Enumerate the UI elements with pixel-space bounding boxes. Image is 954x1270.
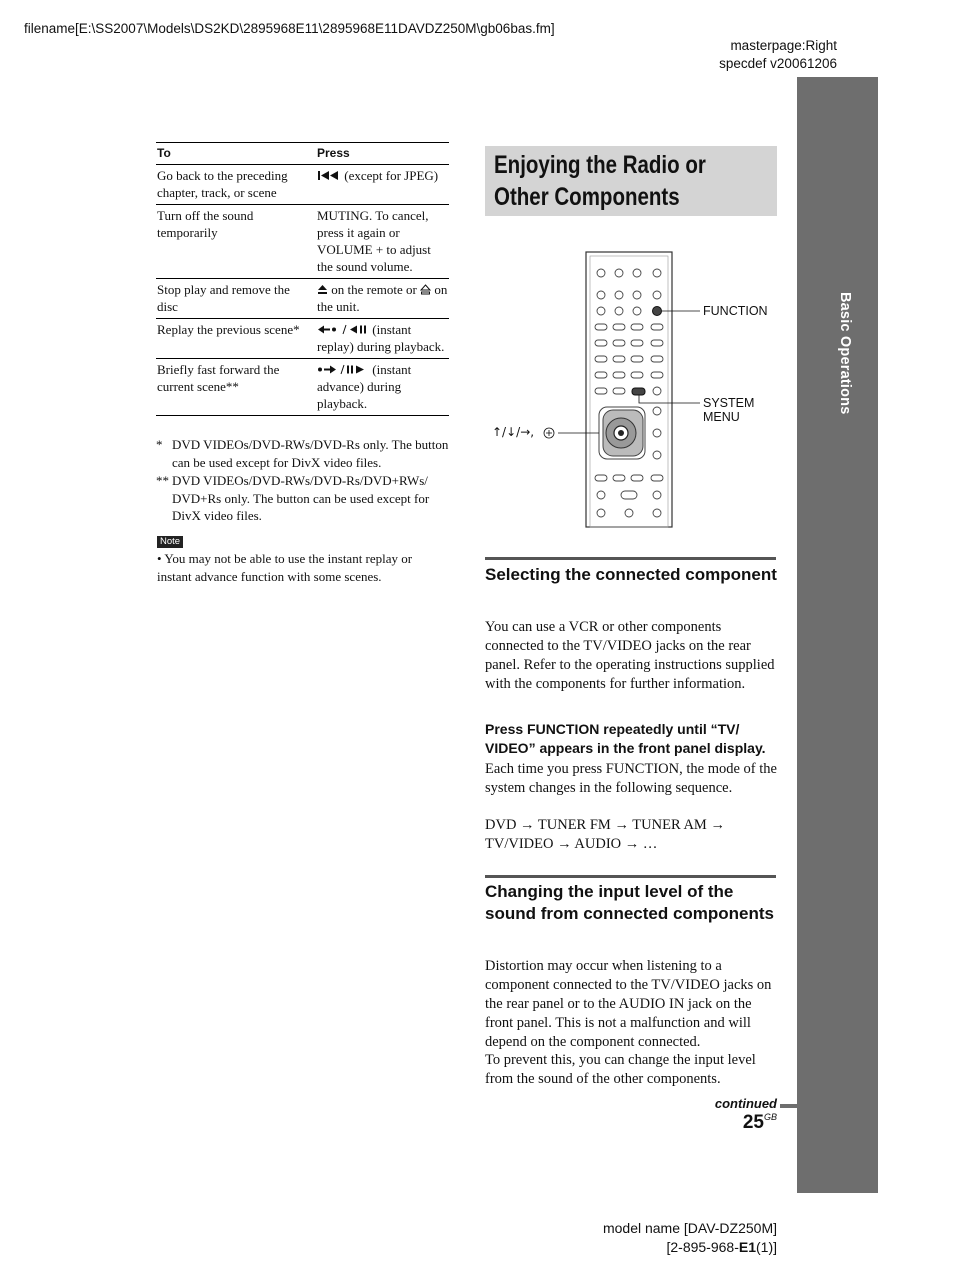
specdef-text: specdef v20061206 [719,56,837,71]
footnote-text: DVD VIDEOs/DVD-RWs/DVD-Rs/DVD+RWs/ DVD+Rs only. The button can be used except for DivX video files. [172,473,430,523]
footer-code-prefix: [2-895-968- [666,1238,739,1255]
instruction-text: Press FUNCTION repeatedly until “TV/ VIDEO” appears in the front panel display. [485,721,766,756]
section-heading: Selecting the connected component [485,565,777,584]
page-number-value: 25 [742,1112,764,1133]
table-header-to: To [156,143,316,165]
footer-code [603,1238,777,1257]
section-heading: Changing the input level of the sound from connected components [485,882,775,923]
system-menu-label [703,396,754,424]
press-text: (instant advance) during playback. [317,362,412,411]
sequence-line-1: DVD → TUNER FM → TUNER AM → [485,817,725,833]
table-cell-to: Briefly fast forward the current scene** [156,359,316,416]
footnote [156,436,450,471]
note-text: • You may not be able to use the instant replay or instant advance function with some scenes. [157,551,413,584]
section-body: To prevent this, you can change the input level from the sound of the other components. [485,1052,756,1087]
footnote-mark: ** [156,473,169,488]
press-suffix: on the unit. [317,282,448,314]
note-badge: Note [157,536,183,548]
section-body: You can use a VCR or other components connected to the TV/VIDEO jacks on the rear panel. Refer to the operating instructions supplied with the components for further information. [485,619,775,692]
remote-control-figure [485,247,777,532]
press-text: (instant replay) during playback. [317,322,445,354]
arrow-keys-label: ↑/↓/→, [492,425,535,439]
previous-track-icon [317,170,341,181]
system-menu-label-line1: SYSTEM [703,396,755,410]
footer-code-bold: E1 [738,1238,756,1255]
table-cell-press [316,279,449,319]
footnote-text: DVD VIDEOs/DVD-RWs/DVD-Rs only. The button can be used except for DivX video files. [172,437,449,470]
masterpage-text: masterpage:Right [730,38,837,53]
table-header-row [156,143,449,165]
section-rule [485,557,776,560]
eject-icon [317,284,328,295]
table-cell-to: Go back to the preceding chapter, track, or scene [156,165,316,205]
table-cell-to: Turn off the sound temporarily [156,205,316,279]
footer [603,1219,777,1256]
table-cell-press [316,165,449,205]
table-row [156,165,449,205]
header-masterpage [719,37,837,73]
function-sequence [485,816,777,854]
table-cell-press: MUTING. To cancel, press it again or VOLUME + to adjust the sound volume. [316,205,449,279]
section-rule [485,875,776,878]
press-text: on the remote or [331,282,417,297]
section-sidebar [797,77,878,1193]
continued-label: continued [714,1096,777,1111]
header-filename: filename[E:\SS2007\Models\DS2KD\2895968E11\2895968E11DAVDZ250M\gb06bas.fm] [24,21,555,36]
remote-control-illustration [485,247,777,532]
instant-replay-icon [317,324,369,335]
operations-table [156,142,449,416]
page-number [700,1112,777,1134]
sidebar-label: Basic Operations [837,292,853,415]
instant-advance-icon [317,364,369,375]
function-label: FUNCTION [703,304,768,318]
table-cell-press [316,359,449,416]
footnote-mark: * [156,437,163,452]
press-text: (except for JPEG) [344,168,439,183]
table-header-press: Press [316,143,449,165]
footer-model: model name [DAV-DZ250M] [602,1220,777,1236]
title-line-2: Other Components [494,183,680,211]
footnotes [156,436,450,526]
page-number-suffix: GB [763,1112,777,1122]
table-row [156,319,449,359]
table-cell-press [316,319,449,359]
page-title [485,146,777,216]
table-cell-to: Replay the previous scene* [156,319,316,359]
eject-outline-icon [420,284,431,295]
section-body: Each time you press FUNCTION, the mode of the system changes in the following sequence. [485,761,777,796]
footer-code-suffix: (1)] [756,1238,777,1255]
footnote [156,472,450,525]
continued-bar [780,1104,797,1108]
title-line-1: Enjoying the Radio or [494,151,706,179]
table-row [156,279,449,319]
table-row [156,359,449,416]
table-row [156,205,449,279]
sequence-line-2: TV/VIDEO → AUDIO → … [485,836,658,852]
system-menu-label-line2: MENU [703,410,740,424]
section-body: Distortion may occur when listening to a component connected to the TV/VIDEO jacks on the rear panel or to the AUDIO IN jack on the front panel. This is not a malfunction and will depend on the component connected. [485,958,772,1050]
table-cell-to: Stop play and remove the disc [156,279,316,319]
